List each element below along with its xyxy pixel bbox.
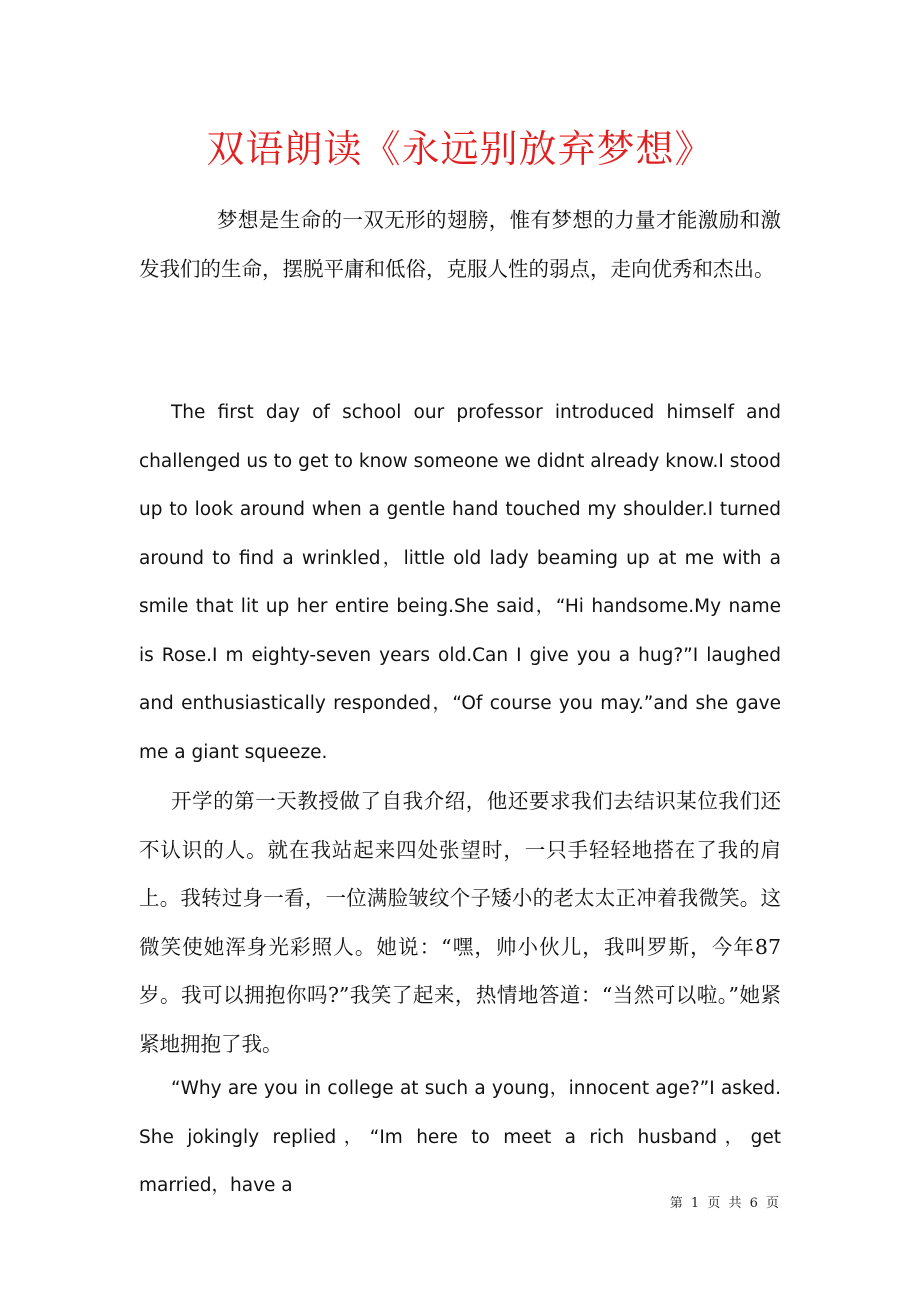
paragraph-story-en-2: “Why are you in college at such a young，innocent age?”I asked. She jokingly replied，“Im here to meet a rich husband，get married，have a [139,1078,781,1196]
paragraph-intro-cn: 梦想是生命的一双无形的翅膀，惟有梦想的力量才能激励和激发我们的生命，摆脱平庸和低俗，克服人性的弱点，走向优秀和杰出。 [139,208,781,281]
document-title: 双语朗读《永远别放弃梦想》 [206,127,714,171]
paragraph-story-cn-1: 开学的第一天教授做了自我介绍，他还要求我们去结识某位我们还不认识的人。就在我站起来四处张望时，一只手轻轻地搭在了我的肩上。我转过身一看，一位满脸皱纹个子矮小的老太太正冲着我微笑。这微笑使她浑身光彩照人。她说：“嘿，帅小伙儿，我叫罗斯，今年87岁。我可以拥抱你吗?”我笑了起来，热情地答道：“当然可以啦。”她紧紧地拥抱了我。 [139,789,781,1056]
paragraph-story-en-1: The first day of school our professor introduced himself and challenged us to get to know someone we didnt already know.I stood up to look around when a gentle hand touched my shoulder.I turned around to find a wrinkled，little old lady beaming up at me with a smile that lit up her entire being.She said，“Hi handsome.My name is Rose.I m eighty-seven years old.Can I give you a hug?”I laughed and enthusiastically responded，“Of course you may.”and she gave me a giant squeeze. [139,402,781,763]
page-number-footer: 第 1 页 共 6 页 [669,1196,781,1211]
